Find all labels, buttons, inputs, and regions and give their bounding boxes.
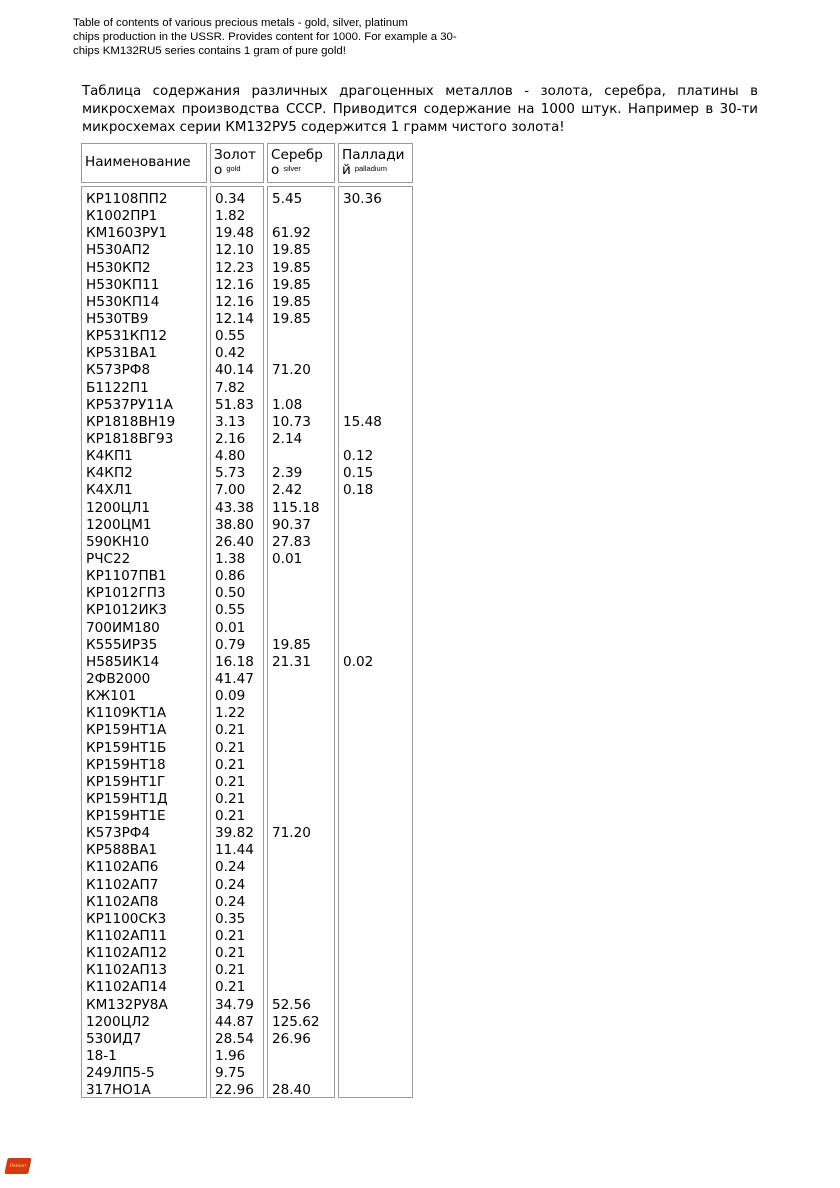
silver-cell [272,568,334,585]
gold-cell: 5.73 [215,465,246,482]
name-cell: КР159НТ1Е [86,808,166,825]
silver-cell: 90.37 [272,516,311,533]
gold-cell: 16.18 [215,653,254,670]
gold-cell: 12.16 [215,276,254,293]
palladium-cell [343,997,412,1014]
silver-cell [272,928,334,945]
silver-cell: 71.20 [272,825,311,842]
palladium-cell [343,517,412,534]
name-cell: КР159НТ1Г [86,773,166,790]
name-cell: КР159НТ1А [86,722,167,739]
gold-cell: 0.21 [215,962,246,979]
silver-cell [272,740,334,757]
name-cell: КР159НТ1Б [86,739,167,756]
header-palladium-sub: palladium [354,164,387,173]
header-gold [210,143,264,183]
palladium-cell [343,568,412,585]
name-cell: КР1108ПП2 [86,191,168,207]
silver-cell: 19.85 [272,310,311,327]
name-cell: К1102АП14 [86,979,168,996]
palladium-cell [343,500,412,517]
gold-cell: 9.75 [215,1065,246,1082]
silver-cell [272,945,334,962]
palladium-cell [343,825,412,842]
name-cell: КЖ101 [86,688,137,705]
name-cell: 700ИМ180 [86,619,160,636]
name-cell: КР1012ГП3 [86,585,166,602]
name-cell: КМ132РУ8А [86,996,168,1013]
name-cell: КР531ВА1 [86,345,158,362]
gold-cell: 0.24 [215,876,246,893]
gold-cell: 0.42 [215,345,246,362]
header-palladium [338,143,413,183]
name-cell: К1102АП6 [86,859,159,876]
site-logo-text: Ремонт [8,1163,28,1169]
palladium-cell [343,979,412,996]
english-intro-line-2: chips production in the USSR. Provides content for 1000. For example a 30- [73,31,457,43]
palladium-cell [343,277,412,294]
name-cell: Б1122П1 [86,379,149,396]
gold-cell: 2.16 [215,430,246,447]
name-cell: К1102АП11 [86,928,168,945]
gold-cell: 0.21 [215,790,246,807]
silver-cell [272,1048,334,1065]
gold-cell: 0.09 [215,688,246,705]
name-cell: 530ИД7 [86,1030,142,1047]
silver-cell [272,979,334,996]
silver-cell [272,208,334,225]
silver-cell [272,688,334,705]
palladium-cell [343,859,412,876]
gold-cell: 0.55 [215,602,246,619]
palladium-cell: 0.15 [343,465,374,482]
name-cell: 1200ЦМ1 [86,516,152,533]
gold-cell: 1.96 [215,1048,246,1065]
gold-cell: 12.16 [215,293,254,310]
site-logo [4,1158,31,1174]
gold-cell: 0.24 [215,893,246,910]
gold-cell: 0.21 [215,773,246,790]
silver-cell: 27.83 [272,533,311,550]
palladium-cell [343,911,412,928]
gold-cell: 0.21 [215,756,246,773]
column-silver [267,186,335,1098]
silver-cell: 5.45 [272,191,303,207]
name-cell: 2ФВ2000 [86,670,151,687]
gold-cell: 0.21 [215,808,246,825]
header-name [81,143,207,183]
silver-cell [272,380,334,397]
palladium-cell [343,962,412,979]
name-cell: 249ЛП5-5 [86,1065,155,1082]
russian-intro-line-2: микросхемах производства СССР. Приводится содержание на 1000 штук. Например в 30-ти [82,102,758,117]
column-gold [210,186,264,1098]
palladium-cell [343,808,412,825]
russian-intro [82,83,758,137]
name-cell: К1002ПР1 [86,208,158,225]
silver-cell [272,345,334,362]
palladium-cell [343,688,412,705]
palladium-cell [343,774,412,791]
name-cell: КР1100СК3 [86,910,167,927]
palladium-cell [343,1014,412,1031]
header-silver [267,143,335,183]
gold-cell: 41.47 [215,670,254,687]
palladium-cell [343,345,412,362]
palladium-cell [343,534,412,551]
palladium-cell [343,362,412,379]
palladium-cell [343,877,412,894]
silver-cell [272,448,334,465]
palladium-cell [343,757,412,774]
silver-cell: 52.56 [272,996,311,1013]
name-cell: К1102АП13 [86,962,168,979]
gold-cell: 22.96 [215,1082,254,1099]
palladium-cell [343,671,412,688]
gold-cell: 1.22 [215,705,246,722]
gold-cell: 1.82 [215,208,246,225]
palladium-cell: 0.18 [343,482,374,499]
header-gold-sub: gold [226,164,241,173]
silver-cell: 2.14 [272,430,303,447]
name-cell: 18-1 [86,1048,117,1065]
header-silver-line-1: Серебр [271,147,323,163]
gold-cell: 4.80 [215,448,246,465]
palladium-cell [343,1031,412,1048]
palladium-cell [343,1048,412,1065]
palladium-cell [343,242,412,259]
header-palladium-line-1: Паллади [342,147,405,163]
silver-cell: 125.62 [272,1013,320,1030]
silver-cell [272,757,334,774]
silver-cell: 21.31 [272,653,311,670]
gold-cell: 39.82 [215,825,254,842]
silver-cell: 10.73 [272,413,311,430]
palladium-cell [343,380,412,397]
silver-cell [272,774,334,791]
palladium-cell [343,431,412,448]
english-intro [73,16,513,58]
name-cell: Н530ТВ9 [86,310,149,327]
palladium-cell [343,225,412,242]
silver-cell: 19.85 [272,242,311,259]
silver-cell: 1.08 [272,396,303,413]
gold-cell: 7.00 [215,482,246,499]
column-names [81,186,207,1098]
palladium-cell: 30.36 [343,191,382,207]
gold-cell: 1.38 [215,550,246,567]
english-intro-line-3: chips KM132RU5 series contains 1 gram of pure gold! [73,45,346,57]
silver-cell [272,585,334,602]
gold-cell: 28.54 [215,1030,254,1047]
palladium-cell [343,602,412,619]
gold-cell: 0.21 [215,739,246,756]
silver-cell: 2.42 [272,482,303,499]
name-cell: Н530КП14 [86,293,160,310]
name-cell: 1200ЦЛ1 [86,499,151,516]
header-palladium-line-2: й [342,162,351,178]
silver-cell [272,859,334,876]
silver-cell [272,602,334,619]
name-cell: КР588ВА1 [86,842,158,859]
silver-cell [272,911,334,928]
silver-cell [272,722,334,739]
name-cell: Н585ИК14 [86,653,160,670]
gold-cell: 0.21 [215,979,246,996]
name-cell: КР537РУ11А [86,396,173,413]
palladium-cell [343,722,412,739]
palladium-cell [343,328,412,345]
palladium-cell [343,294,412,311]
header-silver-sub: silver [283,164,301,173]
palladium-cell [343,585,412,602]
silver-cell: 19.85 [272,276,311,293]
silver-cell: 19.85 [272,259,311,276]
palladium-cell [343,311,412,328]
gold-cell: 38.80 [215,516,254,533]
gold-cell: 26.40 [215,533,254,550]
column-palladium [338,186,413,1098]
silver-cell [272,1065,334,1082]
name-cell: К1102АП12 [86,945,168,962]
silver-cell: 28.40 [272,1082,311,1099]
gold-cell: 43.38 [215,499,254,516]
gold-cell: 0.35 [215,910,246,927]
silver-cell [272,791,334,808]
silver-cell: 71.20 [272,362,311,379]
gold-cell: 0.21 [215,722,246,739]
name-cell: КР1818ВН19 [86,413,176,430]
name-cell: К573РФ4 [86,825,151,842]
silver-cell [272,962,334,979]
russian-intro-line-3: микросхемах серии КМ132РУ5 содержится 1 грамм чистого золота! [82,120,565,135]
silver-cell: 115.18 [272,499,320,516]
name-cell: КР159НТ1Д [86,790,168,807]
name-cell: КР159НТ18 [86,756,166,773]
silver-cell [272,877,334,894]
gold-cell: 12.10 [215,242,254,259]
gold-cell: 0.86 [215,568,246,585]
palladium-cell: 15.48 [343,413,382,430]
silver-cell [272,671,334,688]
name-cell: КР1107ПВ1 [86,568,167,585]
palladium-cell [343,637,412,654]
gold-cell: 19.48 [215,225,254,242]
palladium-cell [343,397,412,414]
palladium-cell [343,740,412,757]
russian-intro-line-1: Таблица содержания различных драгоценных металлов - золота, серебра, платины в [82,84,758,99]
gold-cell: 0.79 [215,636,246,653]
gold-cell: 0.55 [215,328,246,345]
name-cell: К573РФ8 [86,362,151,379]
name-cell: 590КН10 [86,533,150,550]
palladium-cell [343,894,412,911]
name-cell: Н530АП2 [86,242,151,259]
gold-cell: 0.21 [215,928,246,945]
gold-cell: 11.44 [215,842,254,859]
name-cell: РЧС22 [86,550,131,567]
english-intro-line-1: Table of contents of various precious metals - gold, silver, platinum [73,17,408,29]
gold-cell: 12.23 [215,259,254,276]
name-cell: К4ХЛ1 [86,482,133,499]
name-cell: КР1818ВГ93 [86,430,174,447]
palladium-cell [343,1082,412,1099]
silver-cell [272,894,334,911]
header-gold-line-2: о [214,162,223,178]
silver-cell: 61.92 [272,225,311,242]
gold-cell: 34.79 [215,996,254,1013]
name-cell: КР531КП12 [86,328,167,345]
palladium-cell [343,208,412,225]
silver-cell: 19.85 [272,293,311,310]
gold-cell: 0.01 [215,619,246,636]
gold-cell: 3.13 [215,413,246,430]
silver-cell: 0.01 [272,550,303,567]
silver-cell [272,842,334,859]
name-cell: К555ИР35 [86,636,158,653]
silver-cell: 2.39 [272,465,303,482]
name-cell: К4КП1 [86,448,133,465]
gold-cell: 7.82 [215,379,246,396]
palladium-cell [343,705,412,722]
palladium-cell [343,620,412,637]
gold-cell: 0.34 [215,191,246,207]
gold-cell: 44.87 [215,1013,254,1030]
header-silver-line-2: о [271,162,280,178]
gold-cell: 51.83 [215,396,254,413]
palladium-cell [343,842,412,859]
name-cell: К1102АП8 [86,893,159,910]
name-cell: КМ1603РУ1 [86,225,168,242]
name-cell: Н530КП11 [86,276,160,293]
palladium-cell [343,551,412,568]
header-name-label: Наименование [85,154,191,170]
name-cell: Н530КП2 [86,259,151,276]
palladium-cell [343,928,412,945]
name-cell: 317НО1А [86,1082,151,1099]
silver-cell [272,808,334,825]
palladium-cell [343,791,412,808]
name-cell: К4КП2 [86,465,133,482]
palladium-cell [343,1065,412,1082]
name-cell: КР1012ИК3 [86,602,167,619]
gold-cell: 0.50 [215,585,246,602]
name-cell: 1200ЦЛ2 [86,1013,151,1030]
palladium-cell [343,260,412,277]
silver-cell: 26.96 [272,1030,311,1047]
silver-cell: 19.85 [272,636,311,653]
header-gold-line-1: Золот [214,147,256,163]
palladium-cell: 0.02 [343,653,374,670]
name-cell: К1109КТ1А [86,705,167,722]
palladium-cell: 0.12 [343,448,374,465]
gold-cell: 0.21 [215,945,246,962]
name-cell: К1102АП7 [86,876,159,893]
silver-cell [272,705,334,722]
gold-cell: 0.24 [215,859,246,876]
silver-cell [272,620,334,637]
gold-cell: 12.14 [215,310,254,327]
gold-cell: 40.14 [215,362,254,379]
silver-cell [272,328,334,345]
palladium-cell [343,945,412,962]
